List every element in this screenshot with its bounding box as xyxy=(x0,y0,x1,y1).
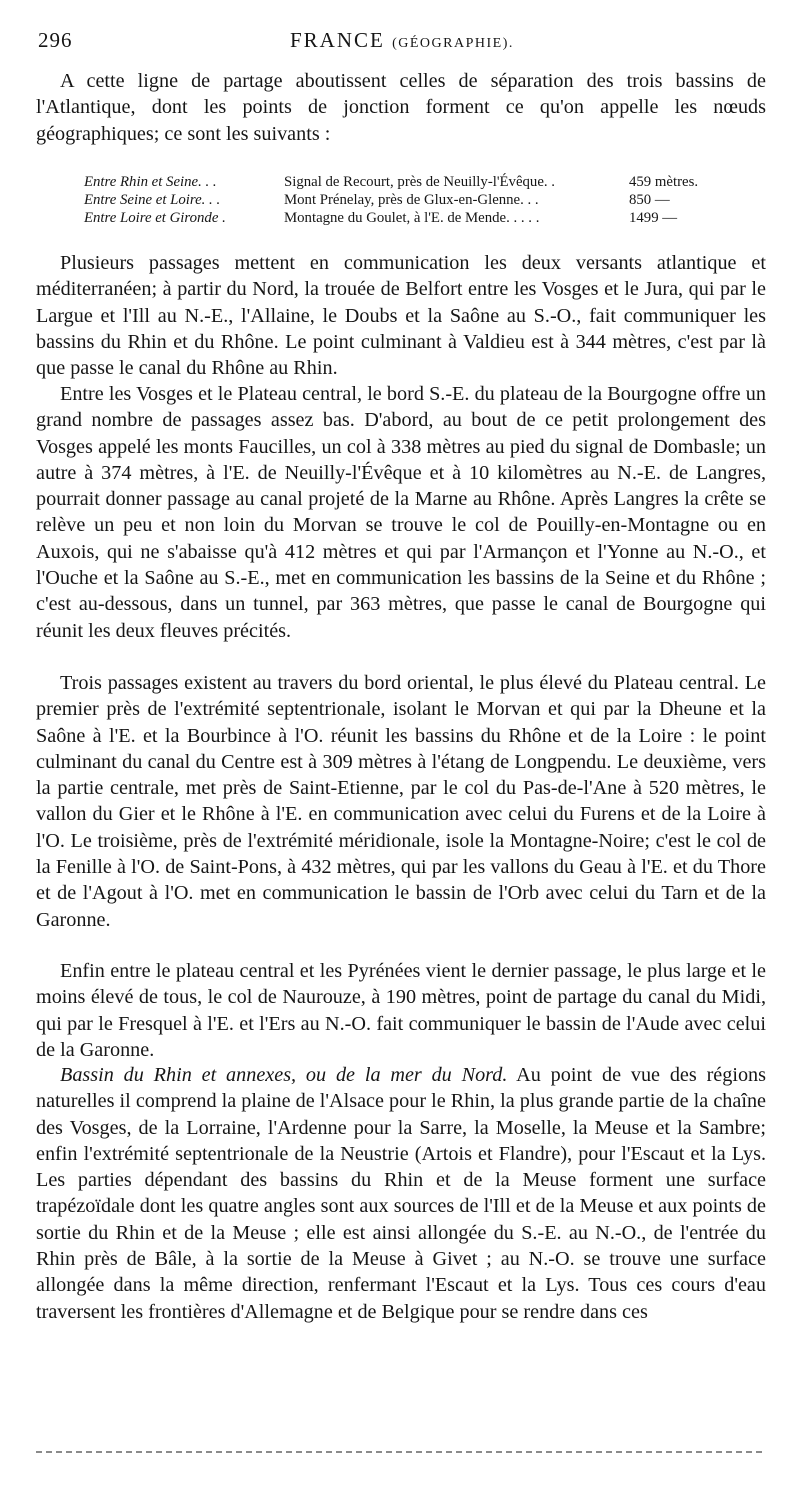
junction-between: Entre Loire et Gironde . xyxy=(84,210,226,226)
page-header xyxy=(38,28,770,58)
paragraph-bourgogne: Entre les Vosges et le Plateau central, le bord S.-E. du plateau de la Bourgogne offre un grand nombre de passages assez bas. D'abord, au bout de ce petit prolongement des Vosges appelé les monts Faucilles, un col à 338 mètres au pied du signal de Dombasle; un autre à 374 mètres, à l'E. de Neuilly-l'Évêque et à 10 kilomètres au N.-E. de Langres, pourrait donner passage au canal projeté de la Marne au Rhône. Après Langres la crête se relève un peu et non loin du Morvan se trouve le col de Pouilly-en-Montagne ou en Auxois, qui ne s'abaisse qu'à 412 mètres et qui par l'Armançon et l'Yonne au N.-O., et l'Ouche et la Saône au S.-E., met en communication les bassins de la Seine et du Rhône ; c'est au-dessous, dans un tunnel, par 363 mètres, que passe le canal de Bourgogne qui réunit les deux fleuves précités. xyxy=(36,383,766,642)
junction-between: Entre Seine et Loire. . . xyxy=(84,192,221,208)
junction-table xyxy=(84,173,734,227)
table-row xyxy=(84,191,734,209)
table-row xyxy=(84,173,734,191)
running-head xyxy=(290,28,514,53)
intro-paragraph: A cette ligne de partage aboutissent celles de séparation des trois bassins de l'Atlantique, dont les points de jonction forment ce qu'on appelle les nœuds géographiques; ce sont les suivants : xyxy=(36,70,766,145)
junction-between: Entre Rhin et Seine. . . xyxy=(84,174,217,190)
paragraph-naurouze: Enfin entre le plateau central et les Pyrénées vient le dernier passage, le plus large et le moins élevé de tous, le col de Naurouze, à 190 mètres, point de partage du canal du Midi, qui par le Fresquel à l'E. et l'Ers au N.-O. fait communiquer le bassin de l'Aude avec celui de la Garonne. xyxy=(36,960,766,1061)
junction-altitude: 1499 — xyxy=(629,210,678,226)
junction-place: Mont Prénelay, près de Glux-en-Glenne. . . xyxy=(284,192,539,208)
junction-altitude: 850 — xyxy=(629,192,670,208)
paragraph-bassin-rhin: Bassin du Rhin et annexes, ou de la mer du Nord. Au point de vue des régions naturelles il comprend la plaine de l'Alsace pour le Rhin, la plus grande partie de la chaîne des Vosges, de la Lorraine, l'Ardenne pour la Sarre, la Moselle, la Meuse et la Sambre; enfin l'extrémité septentrionale de la Neustrie (Artois et Flandre), pour l'Escaut et la Lys. Les parties dépendant des bassins du Rhin et de la Meuse forment une surface trapézoïdale dont les quatre angles sont aux sources de l'Ill et de la Meuse et aux points de sortie du Rhin et de la Meuse ; elle est ainsi allongée du S.-E. au N.-O., de l'entrée du Rhin près de Bâle, à la sortie de la Meuse à Givet ; au N.-O. se trouve une surface allongée dans la même direction, renfermant l'Escaut et la Lys. Tous ces cours d'eau traversent les frontières d'Allemagne et de Belgique pour se rendre dans ces xyxy=(36,1064,766,1323)
section-heading: Bassin du Rhin et annexes, ou de la mer du Nord. xyxy=(60,1064,508,1086)
page-number: 296 xyxy=(38,28,73,52)
table-row xyxy=(84,209,734,227)
junction-place: Montagne du Goulet, à l'E. de Mende. . . . . xyxy=(284,210,540,226)
running-head-title: FRANCE xyxy=(290,28,385,52)
junction-altitude: 459 mètres. xyxy=(629,174,699,190)
paragraph-belfort: Plusieurs passages mettent en communication les deux versants atlantique et méditerranéen; à partir du Nord, la trouée de Belfort entre les Vosges et le Jura, qui par le Largue et l'Ill au N.-E., l'Allaine, le Doubs et la Saône au S.-O., fait communiquer les bassins du Rhin et du Rhône. Le point culminant à Valdieu est à 344 mètres, c'est par là que passe le canal du Rhône au Rhin. xyxy=(36,252,766,380)
page-bottom-rule xyxy=(36,1451,762,1453)
paragraph-plateau-central: Trois passages existent au travers du bord oriental, le plus élevé du Plateau central. Le premier près de l'extrémité septentrionale, isolant le Morvan et qui par la Dheune et la Saône à l'E. et la Bourbince à l'O. réunit les bassins du Rhône et de la Loire : le point culminant du canal du Centre est à 309 mètres à l'étang de Longpendu. Le deuxième, vers la partie centrale, met près de Saint-Etienne, par le col du Pas-de-l'Ane à 520 mètres, le vallon du Gier et le Rhône à l'E. en communication avec celui du Furens et de la Loire à l'O. Le troisième, près de l'extrémité méridionale, isole la Montagne-Noire; c'est le col de la Fenille à l'O. de Saint-Pons, à 432 mètres, qui par les vallons du Geau à l'E. et du Thore et de l'Agout à l'O. met en communication le bassin de l'Orb avec celui du Tarn et de la Garonne. xyxy=(36,672,766,931)
running-head-subtitle: (GÉOGRAPHIE). xyxy=(392,36,514,51)
junction-place: Signal de Recourt, près de Neuilly-l'Évêque. . xyxy=(284,174,555,190)
